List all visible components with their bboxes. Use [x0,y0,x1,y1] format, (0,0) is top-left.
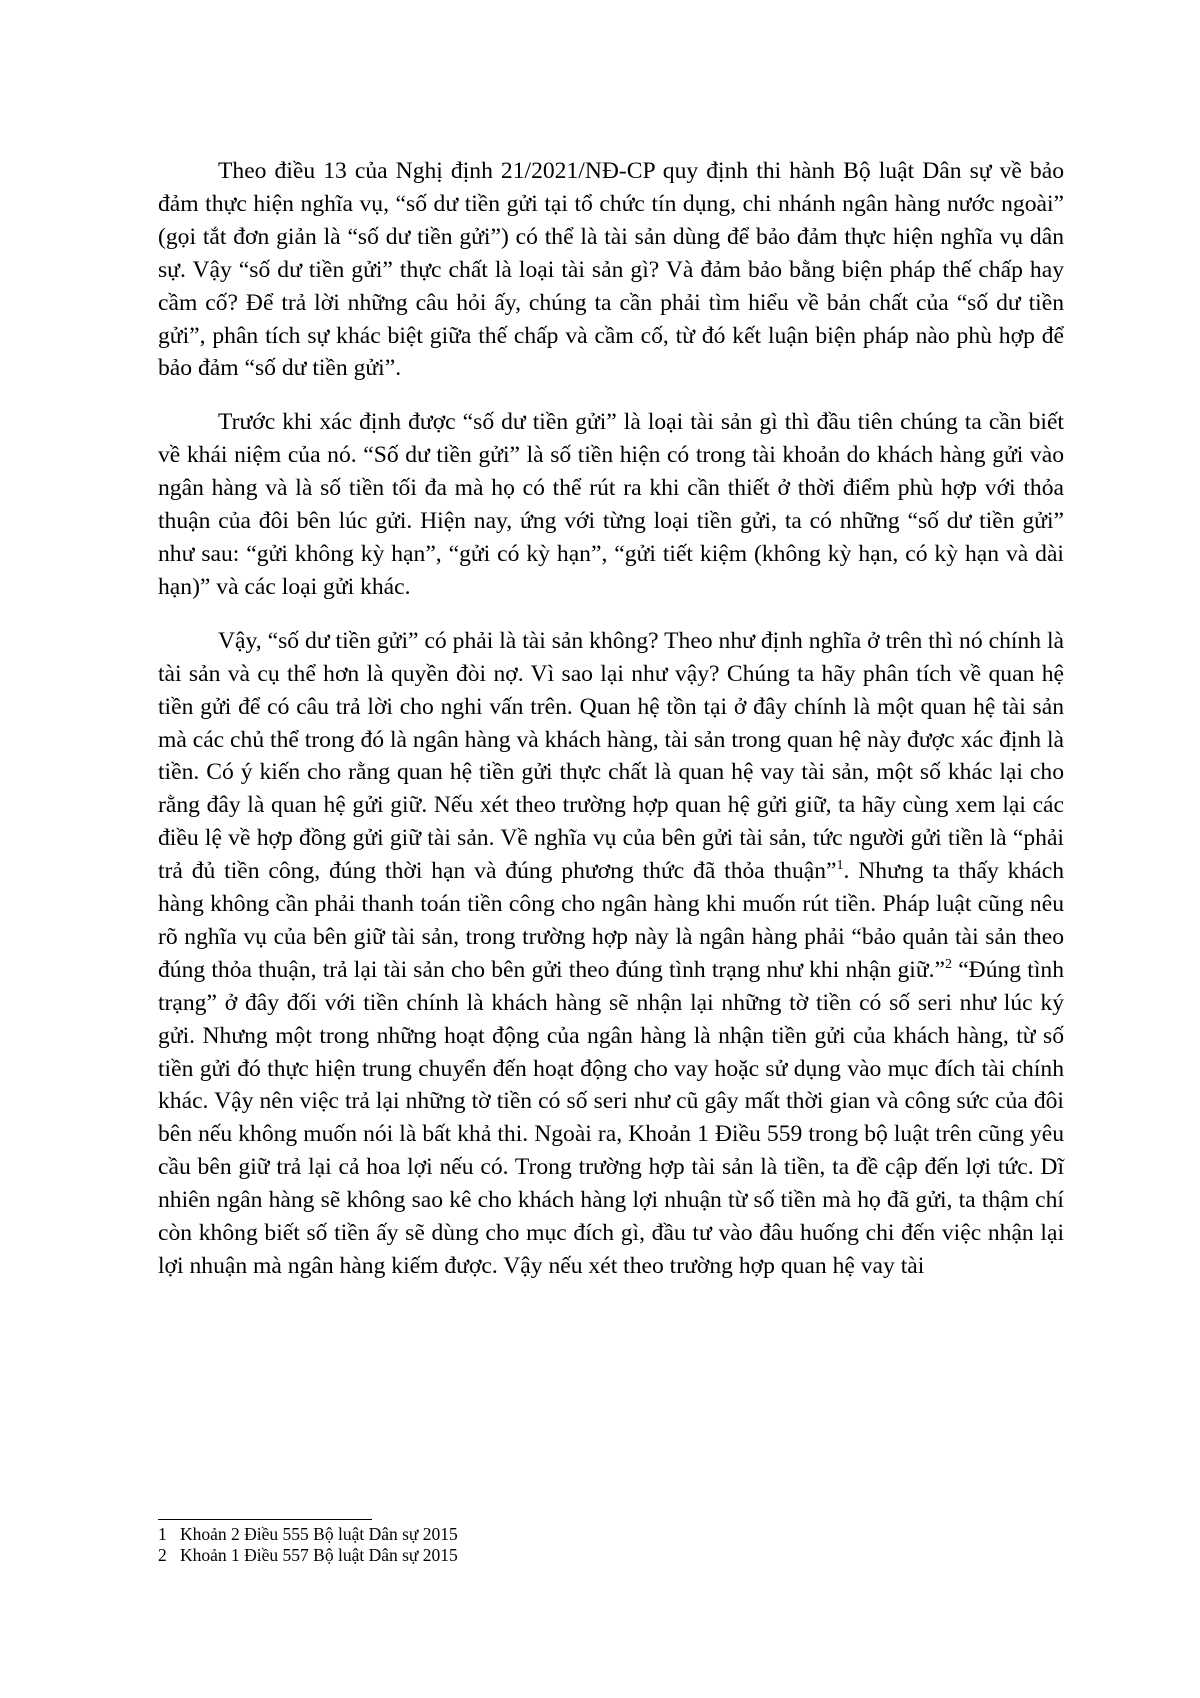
footnote-number: 2 [158,1545,167,1565]
footnote-separator [158,1519,372,1520]
footnote-1 [158,1524,1058,1545]
paragraph-3-part-a: Vậy, “số dư tiền gửi” có phải là tài sản không? Theo như định nghĩa ở trên thì nó chính là tài sản và cụ thể hơn là quyền đòi nợ. Vì sao lại như vậy? Chúng ta hãy phân tích về quan hệ tiền gửi để có câu trả lời cho nghi vấn trên. Quan hệ tồn tại ở đây chính là một quan hệ tài sản mà các chủ thể trong đó là ngân hàng và khách hàng, tài sản trong quan hệ này được xác định là tiền. Có ý kiến cho rằng quan hệ tiền gửi thực chất là quan hệ vay tài sản, một số khác lại cho rằng đây là quan hệ gửi giữ. Nếu xét theo trường hợp quan hệ gửi giữ, ta hãy cùng xem lại các điều lệ về hợp đồng gửi giữ tài sản. Về nghĩa vụ của bên gửi tài sản, tức người gửi tiền là “phải trả đủ tiền công, đúng thời hạn và đúng phương thức đã thỏa thuận” [158,627,1064,885]
paragraph-3 [158,625,1064,1283]
footnote-text: Khoản 1 Điều 557 Bộ luật Dân sự 2015 [180,1545,458,1565]
paragraph-3-part-c: “Đúng tình trạng” ở đây đối với tiền chính là khách hàng sẽ nhận lại những tờ tiền có số seri như lúc ký gửi. Nhưng một trong những hoạt động của ngân hàng là nhận tiền gửi của khách hàng, từ số tiền gửi đó thực hiện trung chuyển đến hoạt động cho vay hoặc sử dụng vào mục đích tài chính khác. Vậy nên việc trả lại những tờ tiền có số seri như cũ gây mất thời gian và công sức của đôi bên nếu không muốn nói là bất khả thi. Ngoài ra, Khoản 1 Điều 559 trong bộ luật trên cũng yêu cầu bên giữ trả lại cả hoa lợi nếu có. Trong trường hợp tài sản là tiền, ta đề cập đến lợi tức. Dĩ nhiên ngân hàng sẽ không sao kê cho khách hàng lợi nhuận từ số tiền mà họ đã gửi, ta thậm chí còn không biết số tiền ấy sẽ dùng cho mục đích gì, đầu tư vào đâu huống chi đến việc nhận lại lợi nhuận mà ngân hàng kiếm được. Vậy nếu xét theo trường hợp quan hệ vay tài [158,956,1065,1279]
paragraph-1: Theo điều 13 của Nghị định 21/2021/NĐ-CP quy định thi hành Bộ luật Dân sự về bảo đảm thực hiện nghĩa vụ, “số dư tiền gửi tại tổ chức tín dụng, chi nhánh ngân hàng nước ngoài” (gọi tắt đơn giản là “số dư tiền gửi”) có thể là tài sản dùng để bảo đảm thực hiện nghĩa vụ dân sự. Vậy “số dư tiền gửi” thực chất là loại tài sản gì? Và đảm bảo bằng biện pháp thế chấp hay cầm cố? Để trả lời những câu hỏi ấy, chúng ta cần phải tìm hiểu về bản chất của “số dư tiền gửi”, phân tích sự khác biệt giữa thế chấp và cầm cố, từ đó kết luận biện pháp nào phù hợp để bảo đảm “số dư tiền gửi”. [158,158,1064,382]
footnotes [158,1524,1058,1566]
paragraph-3-part-b: . Nhưng ta thấy khách hàng không cần phải thanh toán tiền công cho ngân hàng khi muốn rút tiền. Pháp luật cũng nêu rõ nghĩa vụ của bên giữ tài sản, trong trường hợp này là ngân hàng phải “bảo quản tài sản theo đúng thỏa thuận, trả lại tài sản cho bên gửi theo đúng tình trạng như khi nhận giữ.” [158,858,1065,983]
document-body [158,155,1064,1283]
footnote-number: 1 [158,1524,167,1544]
footnote-text: Khoản 2 Điều 555 Bộ luật Dân sự 2015 [180,1524,458,1544]
footnote-reference-2[interactable]: 2 [945,956,953,972]
paragraph-2: Trước khi xác định được “số dư tiền gửi” là loại tài sản gì thì đầu tiên chúng ta cần biết về khái niệm của nó. “Số dư tiền gửi” là số tiền hiện có trong tài khoản do khách hàng gửi vào ngân hàng và là số tiền tối đa mà họ có thể rút ra khi cần thiết ở thời điểm phù hợp với thỏa thuận của đôi bên lúc gửi. Hiện nay, ứng với từng loại tiền gửi, ta có những “số dư tiền gửi” như sau: “gửi không kỳ hạn”, “gửi có kỳ hạn”, “gửi tiết kiệm (không kỳ hạn, có kỳ hạn và dài hạn)” và các loại gửi khác. [158,409,1064,600]
footnote-2 [158,1545,1058,1566]
footnote-reference-1[interactable]: 1 [836,858,844,874]
